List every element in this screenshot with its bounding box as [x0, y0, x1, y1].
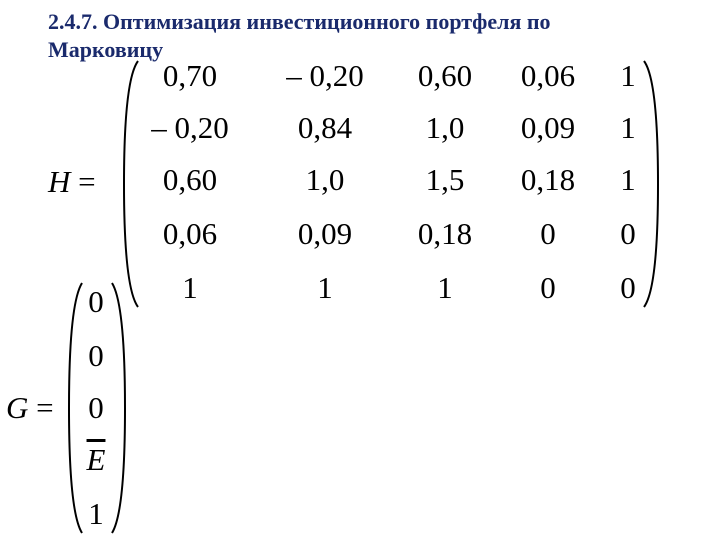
matrix-h-cell-r4-c5: 0 [620, 216, 636, 251]
matrix-h-cell-r2-c4: 0,09 [520, 110, 576, 145]
vector-g-symbol: G [6, 390, 29, 425]
matrix-h-left-paren [120, 58, 142, 310]
matrix-h-equals: = [78, 164, 96, 199]
matrix-h-cell-r2-c2: 0,84 [297, 110, 353, 145]
matrix-h-cell-r3-c5: 1 [620, 162, 636, 197]
matrix-h-right-paren [640, 58, 662, 310]
vector-g-entry-3: 0 [88, 390, 104, 425]
matrix-h-cell-r3-c3: 1,5 [425, 162, 465, 197]
vector-g-entry-2: 0 [88, 338, 104, 373]
matrix-h-cell-r5-c5: 0 [620, 270, 636, 305]
matrix-h-cell-r4-c4: 0 [540, 216, 556, 251]
matrix-h-cell-r1-c4: 0,06 [520, 58, 576, 93]
vector-g-entry-4: $\overline{E}$ [86, 442, 106, 477]
matrix-h-cell-r5-c2: 1 [317, 270, 333, 305]
matrix-h-cell-r1-c3: 0,60 [417, 58, 473, 93]
matrix-h-cell-r1-c1: 0,70 [162, 58, 218, 93]
matrix-h-cell-r5-c1: 1 [182, 270, 198, 305]
matrix-h-cell-r2-c1: – 0,20 [151, 110, 229, 145]
vector-g-entry-5: 1 [88, 496, 104, 531]
matrix-h-cell-r3-c4: 0,18 [520, 162, 576, 197]
matrix-h-symbol: H [48, 164, 71, 199]
matrix-h-cell-r4-c1: 0,06 [162, 216, 218, 251]
vector-g-right-paren [108, 280, 128, 536]
matrix-h-cell-r1-c5: 1 [620, 58, 636, 93]
vector-g-label [6, 392, 54, 423]
matrix-h-cell-r1-c2: – 0,20 [286, 58, 364, 93]
matrix-h-cell-r2-c5: 1 [620, 110, 636, 145]
matrix-h-cell-r4-c2: 0,09 [297, 216, 353, 251]
slide-title [48, 8, 716, 64]
matrix-h-cell-r5-c4: 0 [540, 270, 556, 305]
vector-g-entry-1: 0 [88, 284, 104, 319]
title-line-1: 2.4.7. Оптимизация инвестиционного портфеля по [48, 9, 551, 34]
title-line-2: Марковицу [48, 37, 164, 62]
vector-g-left-paren [66, 280, 86, 536]
matrix-h-cell-r2-c3: 1,0 [425, 110, 465, 145]
vector-g-equals: = [36, 390, 54, 425]
matrix-h-label [48, 166, 96, 197]
matrix-h-cell-r4-c3: 0,18 [417, 216, 473, 251]
matrix-h-cell-r3-c1: 0,60 [162, 162, 218, 197]
matrix-h-cell-r3-c2: 1,0 [305, 162, 345, 197]
matrix-h-cell-r5-c3: 1 [437, 270, 453, 305]
